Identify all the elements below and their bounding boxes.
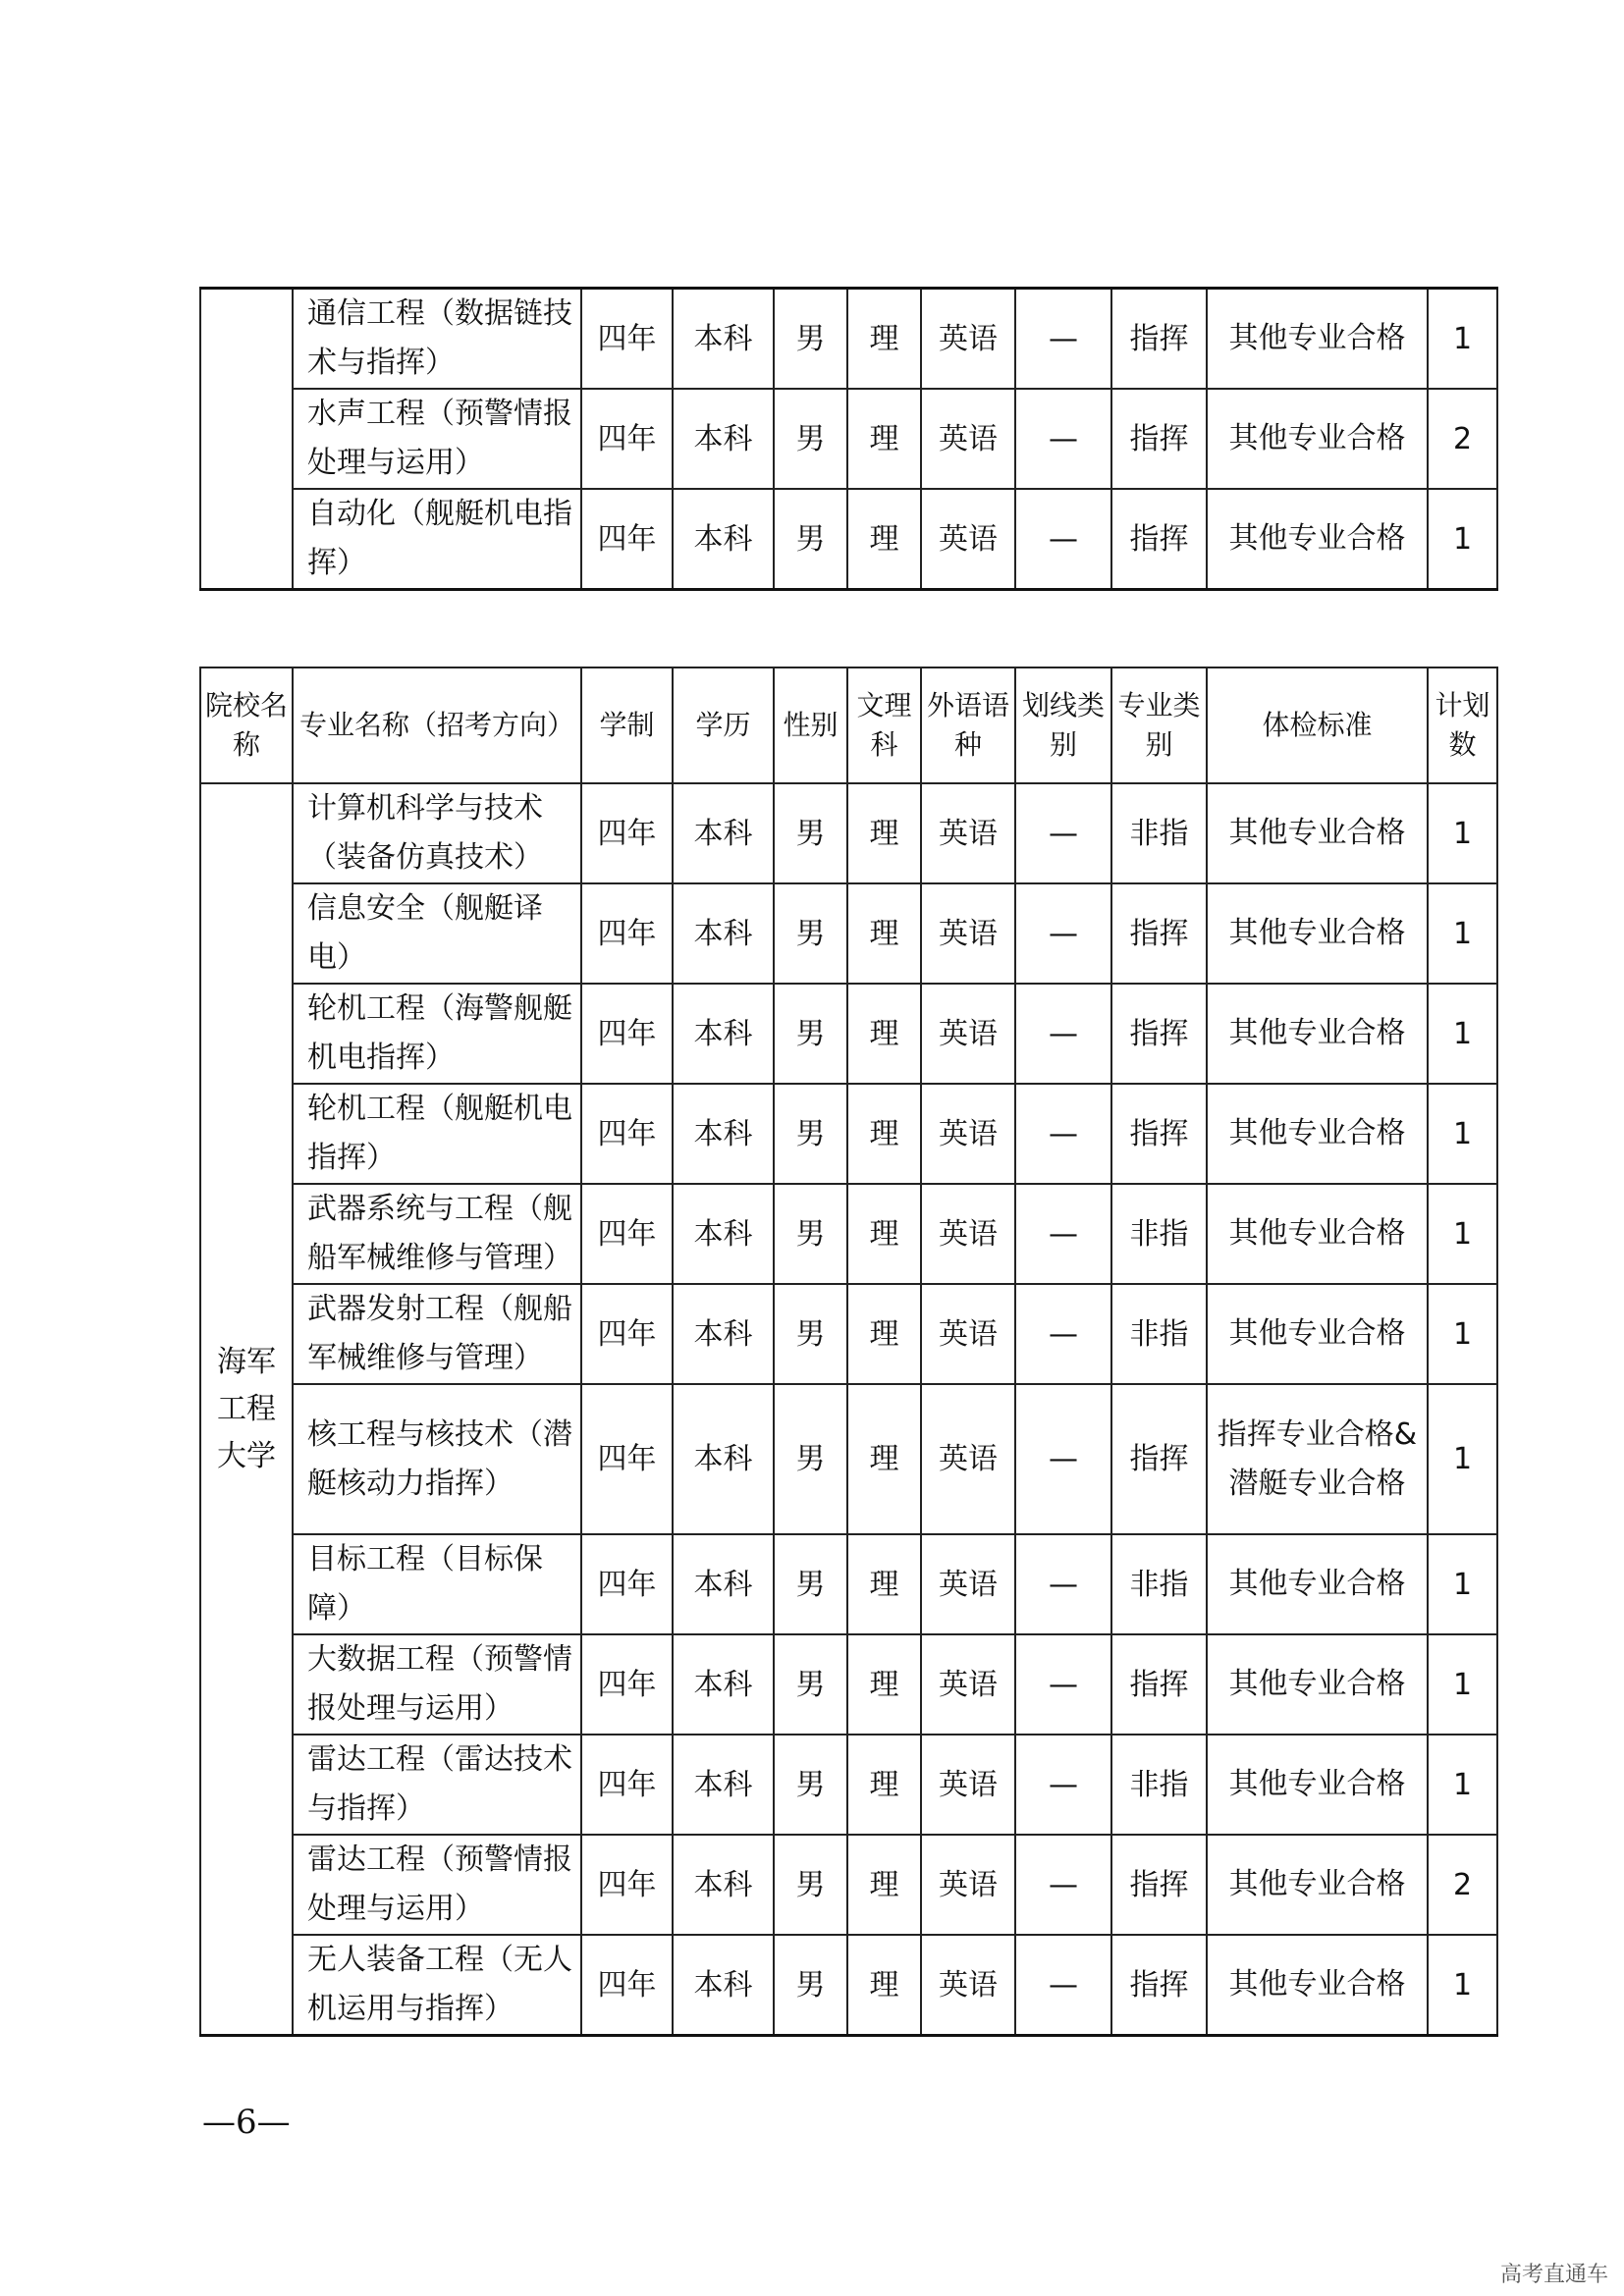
major-cell: 轮机工程（舰艇机电指挥）: [293, 1084, 581, 1184]
gender-cell: 男: [774, 289, 847, 390]
duration-cell: 四年: [581, 1534, 673, 1634]
gender-cell: 男: [774, 1384, 847, 1534]
duration-cell: 四年: [581, 783, 673, 883]
track-cell: 理: [847, 1284, 921, 1384]
duration-cell: 四年: [581, 389, 673, 489]
degree-cell: 本科: [673, 1634, 774, 1735]
physical-cell: 其他专业合格: [1207, 1835, 1428, 1935]
plan-table-continued: [199, 287, 1498, 591]
degree-cell: 本科: [673, 1935, 774, 2036]
track-cell: 理: [847, 1384, 921, 1534]
category-cell: 指挥: [1111, 883, 1207, 984]
line-cell: —: [1015, 1084, 1111, 1184]
line-cell: —: [1015, 1534, 1111, 1634]
count-cell: 1: [1428, 1935, 1497, 2036]
category-cell: 指挥: [1111, 289, 1207, 390]
physical-cell: 其他专业合格: [1207, 1935, 1428, 2036]
duration-cell: 四年: [581, 1935, 673, 2036]
gender-cell: 男: [774, 1534, 847, 1634]
line-cell: —: [1015, 1935, 1111, 2036]
table-row: [200, 1634, 1497, 1735]
category-cell: 指挥: [1111, 1384, 1207, 1534]
count-cell: 1: [1428, 1084, 1497, 1184]
table-row: [200, 1935, 1497, 2036]
category-cell: 非指: [1111, 1534, 1207, 1634]
language-cell: 英语: [921, 1184, 1015, 1284]
category-cell: 指挥: [1111, 1935, 1207, 2036]
line-cell: —: [1015, 1835, 1111, 1935]
degree-cell: 本科: [673, 883, 774, 984]
degree-cell: 本科: [673, 1735, 774, 1835]
physical-cell: 其他专业合格: [1207, 1534, 1428, 1634]
language-cell: 英语: [921, 1284, 1015, 1384]
header-degree: 学历: [673, 667, 774, 783]
table-row: [200, 1184, 1497, 1284]
table-header-row: [200, 667, 1497, 783]
count-cell: 1: [1428, 1534, 1497, 1634]
header-line: 划线类别: [1015, 667, 1111, 783]
track-cell: 理: [847, 1084, 921, 1184]
gender-cell: 男: [774, 1634, 847, 1735]
physical-cell: 其他专业合格: [1207, 289, 1428, 390]
major-cell: 目标工程（目标保障）: [293, 1534, 581, 1634]
category-cell: 指挥: [1111, 1634, 1207, 1735]
major-cell: 无人装备工程（无人机运用与指挥）: [293, 1935, 581, 2036]
table-body: [200, 783, 1497, 2036]
line-cell: —: [1015, 883, 1111, 984]
category-cell: 非指: [1111, 1184, 1207, 1284]
category-cell: 非指: [1111, 1284, 1207, 1384]
header-language: 外语语种: [921, 667, 1015, 783]
physical-cell: 其他专业合格: [1207, 389, 1428, 489]
major-cell: 武器系统与工程（舰船军械维修与管理）: [293, 1184, 581, 1284]
header-school: 院校名称: [200, 667, 293, 783]
major-cell: 信息安全（舰艇译电）: [293, 883, 581, 984]
major-cell: 通信工程（数据链技术与指挥）: [293, 289, 581, 390]
duration-cell: 四年: [581, 1835, 673, 1935]
language-cell: 英语: [921, 1835, 1015, 1935]
header-gender: 性别: [774, 667, 847, 783]
track-cell: 理: [847, 489, 921, 590]
physical-cell: 其他专业合格: [1207, 984, 1428, 1084]
language-cell: 英语: [921, 389, 1015, 489]
line-cell: —: [1015, 783, 1111, 883]
degree-cell: 本科: [673, 1184, 774, 1284]
language-cell: 英语: [921, 883, 1015, 984]
track-cell: 理: [847, 783, 921, 883]
school-name-cell: [200, 289, 293, 590]
duration-cell: 四年: [581, 1735, 673, 1835]
gender-cell: 男: [774, 1935, 847, 2036]
header-track: 文理科: [847, 667, 921, 783]
count-cell: 1: [1428, 1184, 1497, 1284]
count-cell: 1: [1428, 883, 1497, 984]
table-row: [200, 389, 1497, 489]
language-cell: 英语: [921, 1634, 1015, 1735]
degree-cell: 本科: [673, 1835, 774, 1935]
table-row: [200, 883, 1497, 984]
language-cell: 英语: [921, 1935, 1015, 2036]
major-cell: 轮机工程（海警舰艇机电指挥）: [293, 984, 581, 1084]
plan-table-naval-engineering-university: [199, 667, 1498, 2037]
category-cell: 指挥: [1111, 1835, 1207, 1935]
header-major: 专业名称（招考方向）: [293, 667, 581, 783]
gender-cell: 男: [774, 1084, 847, 1184]
count-cell: 2: [1428, 389, 1497, 489]
count-cell: 1: [1428, 489, 1497, 590]
duration-cell: 四年: [581, 883, 673, 984]
duration-cell: 四年: [581, 1284, 673, 1384]
track-cell: 理: [847, 883, 921, 984]
line-cell: —: [1015, 489, 1111, 590]
gender-cell: 男: [774, 1284, 847, 1384]
physical-cell: 其他专业合格: [1207, 883, 1428, 984]
major-cell: 核工程与核技术（潜艇核动力指挥）: [293, 1384, 581, 1534]
major-cell: 大数据工程（预警情报处理与运用）: [293, 1634, 581, 1735]
degree-cell: 本科: [673, 1084, 774, 1184]
track-cell: 理: [847, 389, 921, 489]
category-cell: 指挥: [1111, 984, 1207, 1084]
page-number: —6—: [202, 2103, 291, 2142]
line-cell: —: [1015, 1384, 1111, 1534]
duration-cell: 四年: [581, 984, 673, 1084]
count-cell: 1: [1428, 1735, 1497, 1835]
degree-cell: 本科: [673, 389, 774, 489]
count-cell: 1: [1428, 984, 1497, 1084]
gender-cell: 男: [774, 883, 847, 984]
category-cell: 非指: [1111, 783, 1207, 883]
duration-cell: 四年: [581, 289, 673, 390]
degree-cell: 本科: [673, 1534, 774, 1634]
degree-cell: 本科: [673, 1284, 774, 1384]
track-cell: 理: [847, 1835, 921, 1935]
table-row: [200, 783, 1497, 883]
table-body: [200, 289, 1497, 590]
major-cell: 计算机科学与技术（装备仿真技术）: [293, 783, 581, 883]
track-cell: 理: [847, 289, 921, 390]
language-cell: 英语: [921, 984, 1015, 1084]
major-cell: 武器发射工程（舰船军械维修与管理）: [293, 1284, 581, 1384]
degree-cell: 本科: [673, 984, 774, 1084]
physical-cell: 其他专业合格: [1207, 1284, 1428, 1384]
school-name-cell: 海军工程大学: [200, 783, 293, 2036]
table-row: [200, 984, 1497, 1084]
gender-cell: 男: [774, 1835, 847, 1935]
physical-cell: 其他专业合格: [1207, 1735, 1428, 1835]
table-row: [200, 489, 1497, 590]
track-cell: 理: [847, 1935, 921, 2036]
gender-cell: 男: [774, 1184, 847, 1284]
gender-cell: 男: [774, 389, 847, 489]
count-cell: 2: [1428, 1835, 1497, 1935]
header-duration: 学制: [581, 667, 673, 783]
major-cell: 雷达工程（雷达技术与指挥）: [293, 1735, 581, 1835]
duration-cell: 四年: [581, 1184, 673, 1284]
line-cell: —: [1015, 289, 1111, 390]
degree-cell: 本科: [673, 783, 774, 883]
table-row: [200, 289, 1497, 390]
duration-cell: 四年: [581, 1384, 673, 1534]
line-cell: —: [1015, 1735, 1111, 1835]
duration-cell: 四年: [581, 1634, 673, 1735]
major-cell: 雷达工程（预警情报处理与运用）: [293, 1835, 581, 1935]
watermark: 高考直通车: [1499, 2263, 1608, 2287]
line-cell: —: [1015, 1284, 1111, 1384]
major-cell: 自动化（舰艇机电指挥）: [293, 489, 581, 590]
count-cell: 1: [1428, 783, 1497, 883]
header-category: 专业类别: [1111, 667, 1207, 783]
duration-cell: 四年: [581, 1084, 673, 1184]
table-row: [200, 1835, 1497, 1935]
language-cell: 英语: [921, 489, 1015, 590]
table-row: [200, 1735, 1497, 1835]
degree-cell: 本科: [673, 289, 774, 390]
line-cell: —: [1015, 1634, 1111, 1735]
language-cell: 英语: [921, 783, 1015, 883]
table-row: [200, 1384, 1497, 1534]
track-cell: 理: [847, 1534, 921, 1634]
language-cell: 英语: [921, 289, 1015, 390]
language-cell: 英语: [921, 1384, 1015, 1534]
physical-cell: 其他专业合格: [1207, 1184, 1428, 1284]
category-cell: 指挥: [1111, 1084, 1207, 1184]
line-cell: —: [1015, 1184, 1111, 1284]
degree-cell: 本科: [673, 489, 774, 590]
count-cell: 1: [1428, 1284, 1497, 1384]
table-row: [200, 1534, 1497, 1634]
major-cell: 水声工程（预警情报处理与运用）: [293, 389, 581, 489]
language-cell: 英语: [921, 1534, 1015, 1634]
track-cell: 理: [847, 984, 921, 1084]
gender-cell: 男: [774, 984, 847, 1084]
category-cell: 非指: [1111, 1735, 1207, 1835]
physical-cell: 其他专业合格: [1207, 783, 1428, 883]
gender-cell: 男: [774, 1735, 847, 1835]
table-row: [200, 1084, 1497, 1184]
physical-cell: 其他专业合格: [1207, 1634, 1428, 1735]
track-cell: 理: [847, 1735, 921, 1835]
duration-cell: 四年: [581, 489, 673, 590]
line-cell: —: [1015, 984, 1111, 1084]
category-cell: 指挥: [1111, 489, 1207, 590]
header-physical: 体检标准: [1207, 667, 1428, 783]
gender-cell: 男: [774, 783, 847, 883]
gender-cell: 男: [774, 489, 847, 590]
physical-cell: 其他专业合格: [1207, 1084, 1428, 1184]
language-cell: 英语: [921, 1735, 1015, 1835]
table-row: [200, 1284, 1497, 1384]
count-cell: 1: [1428, 289, 1497, 390]
physical-cell: 其他专业合格: [1207, 489, 1428, 590]
line-cell: —: [1015, 389, 1111, 489]
track-cell: 理: [847, 1184, 921, 1284]
count-cell: 1: [1428, 1634, 1497, 1735]
track-cell: 理: [847, 1634, 921, 1735]
physical-cell: 指挥专业合格&潜艇专业合格: [1207, 1384, 1428, 1534]
language-cell: 英语: [921, 1084, 1015, 1184]
header-count: 计划数: [1428, 667, 1497, 783]
category-cell: 指挥: [1111, 389, 1207, 489]
count-cell: 1: [1428, 1384, 1497, 1534]
degree-cell: 本科: [673, 1384, 774, 1534]
